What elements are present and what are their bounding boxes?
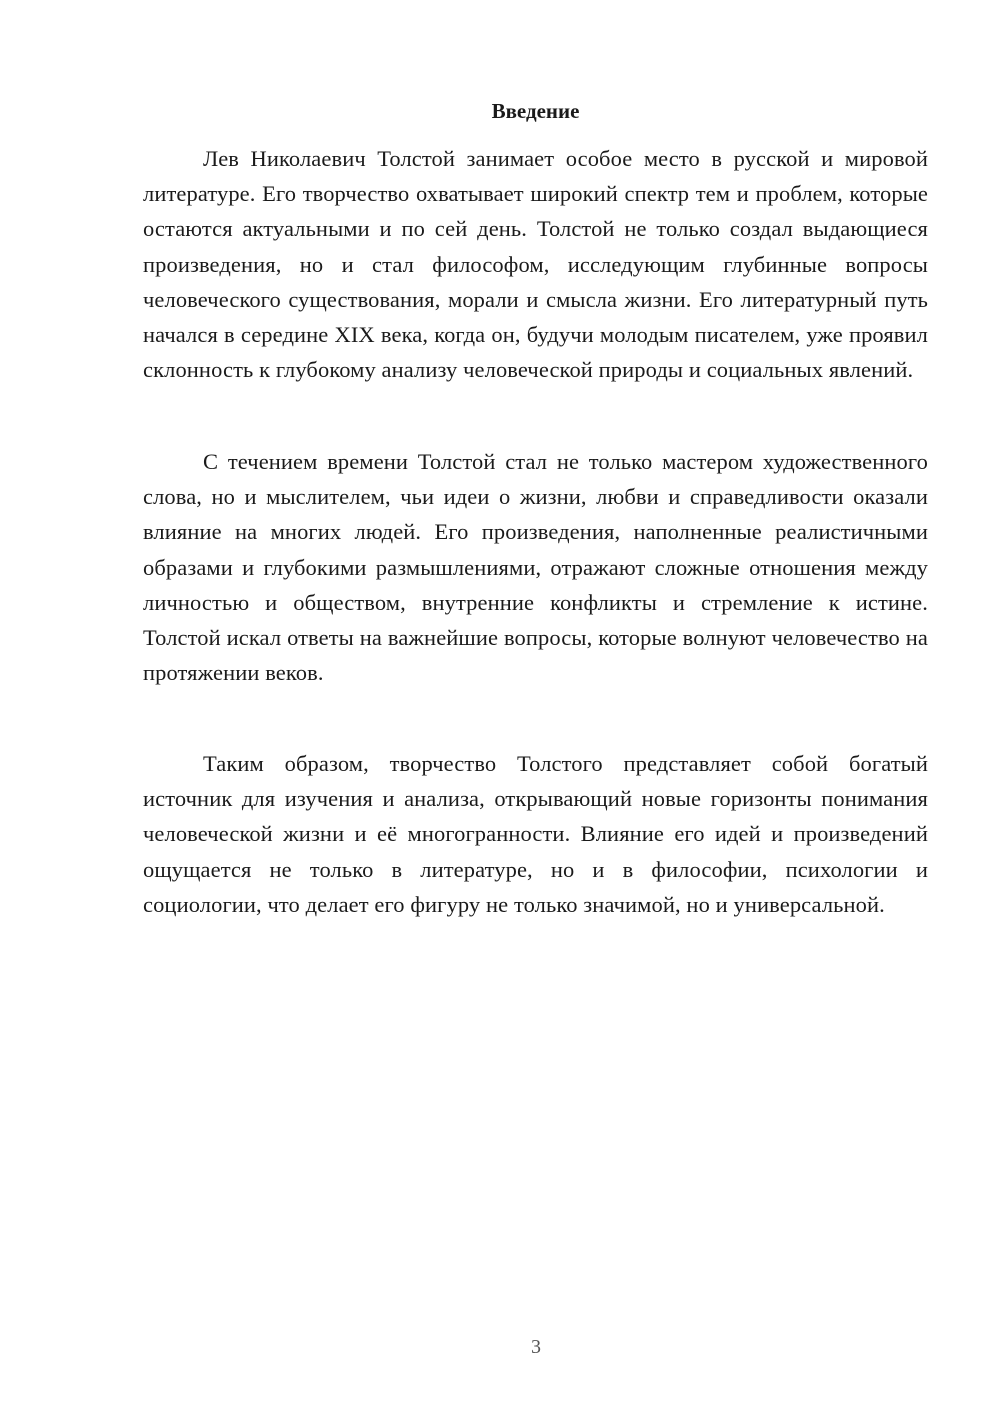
paragraph-3: Таким образом, творчество Толстого представляет собой богатый источник для изучения и анализа, открывающий новые горизонты понимания человеческой жизни и её многогранности. Влияние его идей и произведений ощущается не только в литературе, но и в философии, психологии и социологии, что делает его фигуру не только значимой, но и универсальной. [143, 751, 928, 917]
page-number: 3 [531, 1336, 541, 1358]
paragraph-1: Лев Николаевич Толстой занимает особое место в русской и мировой литературе. Его творчество охватывает широкий спектр тем и проблем, которые остаются актуальными и по сей день. Толстой не только создал выдающиеся произведения, но и стал философом, исследующим глубинные вопросы человеческого существования, морали и смысла жизни. Его литературный путь начался в середине XIX века, когда он, будучи молодым писателем, уже проявил склонность к глубокому анализу человеческой природы и социальных явлений. [143, 146, 928, 383]
paragraph-2: С течением времени Толстой стал не только мастером художественного слова, но и мыслителем, чьи идеи о жизни, любви и справедливости оказали влияние на многих людей. Его произведения, наполненные реалистичными образами и глубокими размышлениями, отражают сложные отношения между личностью и обществом, внутренние конфликты и стремление к истине. Толстой искал ответы на важнейшие вопросы, которые волнуют человечество на протяжении веков. [143, 449, 928, 686]
page-heading: Введение [491, 99, 580, 123]
